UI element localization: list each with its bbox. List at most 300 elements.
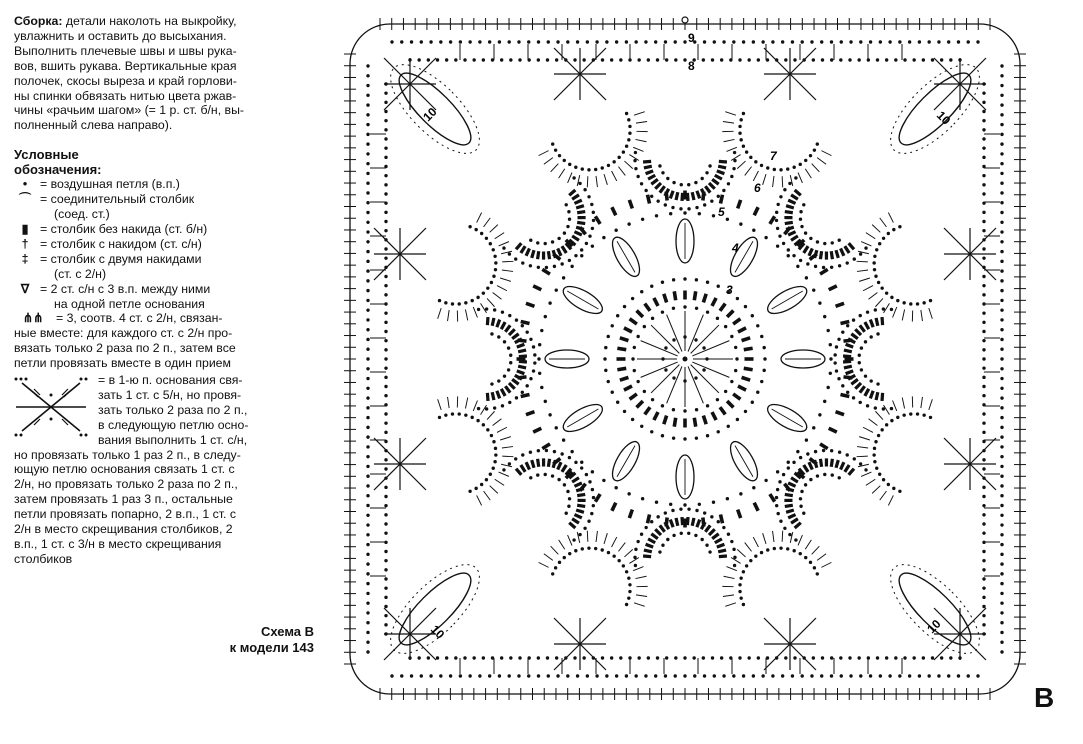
chain-dot bbox=[873, 268, 876, 271]
chain-dot bbox=[674, 40, 677, 43]
chain-dot bbox=[702, 346, 705, 349]
sc-stitch bbox=[526, 412, 534, 415]
sc-stitch bbox=[637, 401, 643, 407]
chain-dot bbox=[592, 504, 595, 507]
sc-stitch bbox=[687, 517, 688, 525]
chain-dot bbox=[702, 368, 705, 371]
dc-stitch bbox=[893, 307, 897, 317]
chain-dot bbox=[384, 220, 387, 223]
chain-dot bbox=[643, 390, 646, 393]
chain-dot bbox=[384, 614, 387, 617]
sc-stitch bbox=[738, 200, 741, 208]
sc-stitch bbox=[841, 462, 844, 469]
chain-dot bbox=[554, 566, 557, 569]
chain-dot bbox=[747, 656, 750, 659]
sc-stitch bbox=[849, 243, 854, 249]
chain-dot bbox=[804, 231, 807, 234]
chain-dot bbox=[366, 308, 369, 311]
chain-dot bbox=[749, 559, 752, 562]
chain-dot bbox=[814, 265, 817, 268]
chain-dot bbox=[518, 656, 521, 659]
legend-text: вязать только 2 раза по 2 п., затем все bbox=[14, 341, 236, 356]
chain-dot bbox=[654, 674, 657, 677]
chain-dot bbox=[485, 307, 488, 310]
chain-dot bbox=[366, 318, 369, 321]
chain-dot bbox=[508, 252, 511, 255]
chain-dot bbox=[1000, 74, 1003, 77]
chain-dot bbox=[982, 110, 985, 113]
chain-dot bbox=[763, 357, 766, 360]
chain-dot bbox=[712, 500, 715, 503]
chain-dot bbox=[809, 237, 812, 240]
chain-dot bbox=[501, 310, 504, 313]
dc-stitch bbox=[902, 398, 904, 409]
chain-dot bbox=[474, 487, 477, 490]
chain-dot bbox=[417, 58, 420, 61]
dc-stitch bbox=[805, 169, 811, 178]
chain-dot bbox=[464, 413, 467, 416]
chain-dot bbox=[587, 168, 590, 171]
sc-stitch bbox=[562, 246, 566, 253]
chain-dot bbox=[794, 538, 797, 541]
chain-dot bbox=[771, 674, 774, 677]
chain-dot bbox=[773, 168, 776, 171]
chain-dot bbox=[852, 318, 855, 321]
chain-dot bbox=[853, 257, 856, 260]
sc-stitch bbox=[617, 348, 626, 349]
chain-dot bbox=[656, 199, 659, 202]
chain-dot bbox=[514, 257, 517, 260]
chain-dot bbox=[384, 91, 387, 94]
chain-dot bbox=[866, 310, 869, 313]
chain-dot bbox=[776, 488, 779, 491]
chain-dot bbox=[478, 674, 481, 677]
dc-stitch bbox=[495, 479, 504, 485]
chain-dot bbox=[982, 284, 985, 287]
chain-dot bbox=[568, 163, 571, 166]
chain-dot bbox=[716, 398, 719, 401]
chain-dot bbox=[553, 450, 556, 453]
sc-stitch bbox=[558, 248, 561, 255]
chain-dot bbox=[366, 582, 369, 585]
chain-dot bbox=[894, 656, 897, 659]
chain-dot bbox=[829, 357, 832, 360]
chain-dot bbox=[384, 110, 387, 113]
sc-stitch bbox=[738, 510, 741, 518]
chain-dot bbox=[666, 177, 669, 180]
sc-stitch bbox=[709, 529, 715, 535]
chain-dot bbox=[498, 674, 501, 677]
chain-dot bbox=[586, 40, 589, 43]
sc-stitch bbox=[572, 195, 579, 199]
chain-dot bbox=[634, 564, 637, 567]
chain-dot bbox=[384, 247, 387, 250]
chain-dot bbox=[661, 404, 664, 407]
chain-dot bbox=[509, 361, 512, 364]
chain-dot bbox=[384, 174, 387, 177]
chain-dot bbox=[806, 452, 809, 455]
chain-dot bbox=[658, 164, 661, 167]
chain-dot bbox=[507, 346, 510, 349]
chain-dot bbox=[1000, 416, 1003, 419]
chain-dot bbox=[459, 674, 462, 677]
chain-dot bbox=[727, 182, 730, 185]
chain-dot bbox=[1000, 299, 1003, 302]
sc-stitch bbox=[851, 379, 857, 384]
chain-dot bbox=[544, 242, 547, 245]
chain-dot bbox=[384, 192, 387, 195]
legend-text: на одной петле основания bbox=[54, 296, 205, 311]
dc-stitch bbox=[618, 167, 625, 176]
chain-dot bbox=[366, 601, 369, 604]
chain-dot bbox=[982, 275, 985, 278]
sc-stitch bbox=[791, 236, 798, 240]
chain-dot bbox=[853, 457, 856, 460]
chain-dot bbox=[384, 394, 387, 397]
sc-stitch bbox=[829, 286, 837, 290]
chain-dot bbox=[558, 154, 561, 157]
chain-dot bbox=[683, 277, 686, 280]
chain-dot bbox=[982, 339, 985, 342]
chain-dot bbox=[927, 674, 930, 677]
sc-stitch bbox=[518, 366, 526, 368]
dc-stitch bbox=[737, 549, 745, 557]
chain-dot bbox=[695, 408, 698, 411]
chain-dot bbox=[449, 674, 452, 677]
chain-dot bbox=[417, 656, 420, 659]
chain-dot bbox=[366, 621, 369, 624]
chain-dot bbox=[793, 58, 796, 61]
sc-stitch bbox=[644, 550, 652, 552]
dc-stitch bbox=[880, 491, 887, 500]
chain-dot bbox=[1000, 484, 1003, 487]
sc-stitch bbox=[620, 338, 629, 341]
chain-dot bbox=[982, 596, 985, 599]
legend-item-dc bbox=[14, 237, 314, 252]
chain-dot bbox=[700, 538, 703, 541]
dc-stitch bbox=[859, 278, 870, 281]
legend-text: зать 1 ст. с 5/н, но провя- bbox=[98, 387, 242, 402]
row-number-8: 8 bbox=[688, 59, 695, 73]
sc-stitch bbox=[512, 379, 518, 384]
sc-stitch bbox=[720, 515, 722, 524]
legend-text: (ст. с 2/н) bbox=[54, 266, 107, 281]
chain-dot bbox=[799, 163, 802, 166]
chain-dot bbox=[982, 311, 985, 314]
chain-dot bbox=[672, 376, 675, 379]
chain-dot bbox=[982, 467, 985, 470]
chain-dot bbox=[619, 656, 622, 659]
legend-text: = соединительный столбик bbox=[40, 192, 195, 207]
chain-dot bbox=[493, 406, 496, 409]
chain-dot bbox=[982, 376, 985, 379]
chain-dot bbox=[839, 58, 842, 61]
dc-stitch bbox=[641, 341, 678, 356]
sc-stitch bbox=[692, 518, 694, 526]
chain-dot bbox=[625, 112, 628, 115]
sc-stitch bbox=[670, 191, 673, 199]
dc-stitch bbox=[497, 427, 507, 432]
chain-dot bbox=[892, 228, 895, 231]
sc-stitch bbox=[487, 317, 488, 325]
sc-stitch bbox=[843, 356, 851, 357]
sc-stitch bbox=[841, 322, 850, 324]
dc-stitch bbox=[921, 397, 923, 408]
chain-dot bbox=[837, 377, 840, 380]
chain-dot bbox=[931, 58, 934, 61]
chain-dot bbox=[888, 674, 891, 677]
chain-dot bbox=[366, 465, 369, 468]
sc-stitch bbox=[519, 356, 527, 357]
cluster-vein bbox=[617, 241, 635, 272]
chain-dot bbox=[366, 396, 369, 399]
chain-dot bbox=[488, 674, 491, 677]
chain-dot bbox=[548, 301, 551, 304]
chain-dot bbox=[788, 182, 791, 185]
chain-dot bbox=[576, 674, 579, 677]
chain-dot bbox=[615, 674, 618, 677]
chain-dot bbox=[489, 473, 492, 476]
cluster-vein bbox=[567, 409, 598, 427]
sc-stitch bbox=[624, 386, 632, 390]
chain-dot bbox=[982, 348, 985, 351]
chain-dot bbox=[931, 656, 934, 659]
dc-stitch bbox=[636, 595, 647, 597]
chain-dot bbox=[567, 210, 570, 213]
chain-dot bbox=[902, 301, 905, 304]
chain-dot bbox=[1000, 553, 1003, 556]
chain-dot bbox=[742, 40, 745, 43]
chain-dot bbox=[787, 461, 790, 464]
chain-dot bbox=[536, 473, 539, 476]
dc-stitch bbox=[499, 472, 509, 476]
chain-dot bbox=[502, 246, 505, 249]
chain-dot bbox=[366, 279, 369, 282]
chain-dot bbox=[710, 199, 713, 202]
chain-dot bbox=[533, 361, 536, 364]
chain-dot bbox=[366, 123, 369, 126]
chain-dot bbox=[1000, 123, 1003, 126]
crossed-stitch-icon bbox=[14, 375, 88, 439]
chain-dot bbox=[634, 674, 637, 677]
chain-dot bbox=[1000, 445, 1003, 448]
chain-dot bbox=[583, 527, 586, 530]
sc-stitch bbox=[654, 412, 658, 420]
legend-tail bbox=[14, 448, 314, 567]
chain-dot bbox=[366, 348, 369, 351]
chain-dot bbox=[366, 113, 369, 116]
chain-dot bbox=[525, 384, 528, 387]
chain-dot bbox=[445, 58, 448, 61]
chain-dot bbox=[982, 394, 985, 397]
chain-dot bbox=[872, 453, 875, 456]
chain-dot bbox=[636, 335, 639, 338]
chain-dot bbox=[859, 462, 862, 465]
chain-dot bbox=[477, 308, 480, 311]
chain-dot bbox=[896, 416, 899, 419]
dc-stitch bbox=[473, 307, 477, 317]
chain-dot bbox=[384, 623, 387, 626]
chain-dot bbox=[567, 505, 570, 508]
sc-stitch bbox=[820, 459, 821, 467]
chain-dot bbox=[949, 656, 952, 659]
sc-stitch bbox=[697, 191, 700, 199]
chain-dot bbox=[1000, 94, 1003, 97]
chain-dot bbox=[692, 656, 695, 659]
chain-dot bbox=[664, 40, 667, 43]
chain-dot bbox=[486, 428, 489, 431]
chain-dot bbox=[602, 236, 605, 239]
chain-dot bbox=[627, 222, 630, 225]
chain-dot bbox=[508, 401, 511, 404]
sc-stitch bbox=[576, 227, 584, 229]
chain-dot bbox=[1000, 435, 1003, 438]
chain-dot bbox=[384, 256, 387, 259]
sc-stitch bbox=[733, 394, 740, 399]
chain-dot bbox=[694, 338, 697, 341]
chain-dot bbox=[898, 674, 901, 677]
sc-stitch bbox=[487, 393, 488, 401]
chain-dot bbox=[384, 504, 387, 507]
sc-stitch bbox=[687, 193, 688, 201]
chain-dot bbox=[604, 369, 607, 372]
dc-stitch bbox=[861, 242, 871, 246]
sc-stitch bbox=[849, 469, 854, 475]
sc-stitch bbox=[795, 190, 801, 195]
sc-stitch bbox=[744, 348, 753, 349]
chain-dot bbox=[650, 520, 653, 523]
chain-dot bbox=[833, 353, 836, 356]
sc-stitch bbox=[788, 232, 795, 235]
chain-dot bbox=[500, 58, 503, 61]
v-stitch-icon: ∇ bbox=[20, 281, 30, 296]
sc-stitch bbox=[820, 251, 821, 259]
chain-dot bbox=[612, 554, 615, 557]
sc-stitch bbox=[820, 444, 828, 449]
sc-stitch bbox=[538, 459, 539, 467]
chain-dot bbox=[672, 436, 675, 439]
sc-stitch bbox=[646, 171, 654, 174]
chain-dot bbox=[1000, 172, 1003, 175]
chain-dot bbox=[614, 229, 617, 232]
chain-dot bbox=[623, 410, 626, 413]
dc-stitch bbox=[821, 562, 831, 567]
dc-stitch bbox=[724, 139, 735, 141]
chain-dot bbox=[572, 538, 575, 541]
chain-dot bbox=[742, 603, 745, 606]
chain-dot bbox=[1000, 308, 1003, 311]
chain-dot bbox=[366, 269, 369, 272]
chain-dot bbox=[628, 583, 631, 586]
sc-stitch bbox=[788, 200, 795, 203]
chain-dot bbox=[869, 379, 872, 382]
chain-dot bbox=[436, 58, 439, 61]
chain-dot bbox=[604, 346, 607, 349]
legend-text: затем провязать 1 раз 3 п., остальные bbox=[14, 492, 233, 507]
chain-dot bbox=[619, 58, 622, 61]
chain-dot bbox=[892, 487, 895, 490]
sc-stitch bbox=[526, 248, 529, 255]
chain-dot bbox=[640, 425, 643, 428]
assembly-line: чины «рачьим шагом» (= 1 р. ст. б/н, вы- bbox=[14, 103, 245, 118]
chain-dot bbox=[726, 218, 729, 221]
chain-dot bbox=[982, 486, 985, 489]
chain-dot bbox=[1000, 621, 1003, 624]
chain-dot bbox=[594, 547, 597, 550]
chain-dot bbox=[605, 674, 608, 677]
chain-dot bbox=[464, 301, 467, 304]
chain-dot bbox=[722, 526, 725, 529]
chain-dot bbox=[982, 550, 985, 553]
chain-dot bbox=[852, 396, 855, 399]
chain-dot bbox=[812, 288, 815, 291]
chain-dot bbox=[806, 262, 809, 265]
chain-dot bbox=[503, 340, 506, 343]
chain-dot bbox=[947, 40, 950, 43]
chain-dot bbox=[532, 345, 535, 348]
dc-stitch bbox=[798, 173, 802, 183]
chain-dot bbox=[848, 58, 851, 61]
chain-dot bbox=[766, 166, 769, 169]
chain-dot bbox=[591, 244, 594, 247]
chain-dot bbox=[366, 631, 369, 634]
chain-dot bbox=[695, 206, 698, 209]
chain-dot bbox=[444, 413, 447, 416]
chain-dot bbox=[745, 150, 748, 153]
chain-dot bbox=[529, 450, 532, 453]
chain-dot bbox=[713, 674, 716, 677]
chain-dot bbox=[384, 119, 387, 122]
assembly-line: полненный слева направо). bbox=[14, 118, 173, 133]
sc-stitch bbox=[712, 534, 718, 539]
sc-stitch bbox=[655, 529, 661, 535]
chain-dot bbox=[384, 559, 387, 562]
sc-stitch bbox=[526, 303, 534, 306]
chain-dot bbox=[451, 302, 454, 305]
chain-dot bbox=[449, 40, 452, 43]
chain-dot bbox=[982, 183, 985, 186]
chain-dot bbox=[702, 58, 705, 61]
chain-dot bbox=[762, 346, 765, 349]
dc-stitch bbox=[726, 567, 736, 571]
chain-dot bbox=[573, 656, 576, 659]
dc-stitch bbox=[921, 310, 923, 321]
chain-dot bbox=[384, 513, 387, 516]
dc-stitch bbox=[866, 233, 875, 239]
chain-dot bbox=[739, 118, 742, 121]
chain-dot bbox=[650, 195, 653, 198]
chain-dot bbox=[908, 40, 911, 43]
chain-dot bbox=[730, 380, 733, 383]
legend-text: = столбик с накидом (ст. с/н) bbox=[40, 236, 202, 251]
chain-dot bbox=[733, 159, 736, 162]
dc-stitch bbox=[465, 309, 467, 320]
chain-dot bbox=[674, 674, 677, 677]
chain-dot bbox=[570, 265, 573, 268]
legend-text: в.п., 1 ст. с 3/н в место скрещивания bbox=[14, 537, 222, 551]
chain-dot bbox=[490, 434, 493, 437]
legend-list bbox=[14, 177, 314, 567]
chain-dot bbox=[672, 278, 675, 281]
chain-dot bbox=[669, 503, 672, 506]
chain-dot bbox=[738, 590, 741, 593]
sc-stitch bbox=[718, 550, 726, 552]
chain-dot bbox=[717, 195, 720, 198]
chain-dot bbox=[384, 284, 387, 287]
legend-text: зать только 2 раза по 2 п., bbox=[98, 402, 248, 417]
chain-dot bbox=[664, 203, 667, 206]
chain-dot bbox=[366, 211, 369, 214]
